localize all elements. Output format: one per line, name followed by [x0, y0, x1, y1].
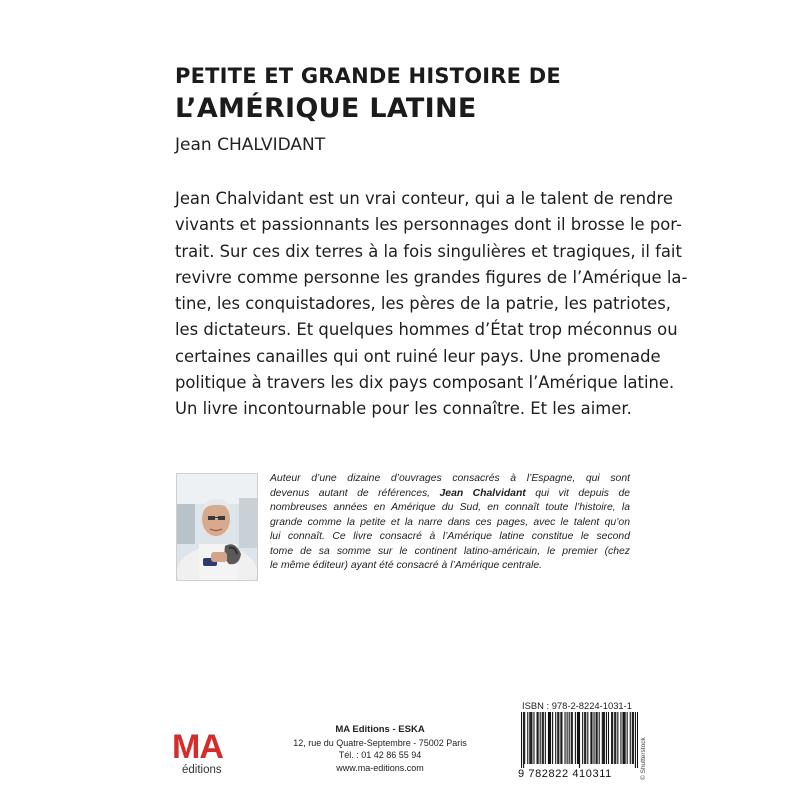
barcode-bar	[630, 712, 631, 764]
barcode-bar	[603, 712, 604, 764]
barcode-bar	[567, 712, 568, 764]
barcode-bar	[615, 712, 616, 764]
barcode-bar	[611, 712, 612, 764]
blurb-line: certaines canailles qui ont ruiné leur pays. Une promenade	[175, 346, 661, 366]
barcode-bar	[542, 712, 543, 764]
barcode-bar	[530, 712, 531, 764]
author-portrait-image	[177, 474, 257, 580]
publisher-address: 12, rue du Quatre-Septembre - 75002 Paris	[293, 737, 467, 748]
barcode-bar	[575, 712, 576, 764]
barcode-bar	[604, 712, 605, 764]
barcode-bar	[521, 712, 522, 768]
barcode-bar	[622, 712, 623, 764]
barcode-digits: 9 782822 410311	[518, 768, 612, 780]
barcode-bar	[606, 712, 607, 764]
bio-line: lui connaît. Ce livre consacré à l’Amérique latine constitue le second	[270, 531, 630, 542]
photo-credit: © Shutterstock	[640, 737, 647, 780]
barcode-bar	[593, 712, 594, 764]
barcode-bar	[624, 712, 625, 764]
barcode-bar	[548, 712, 549, 764]
barcode-bar	[552, 712, 553, 764]
barcode-bar	[533, 712, 534, 764]
isbn-barcode	[521, 712, 638, 768]
barcode-bar	[579, 712, 580, 768]
blurb-line: politique à travers les dix pays composant l’Amérique latine.	[175, 373, 675, 393]
barcode-bar	[582, 712, 583, 764]
barcode-bar	[635, 712, 636, 768]
barcode-bar	[558, 712, 559, 764]
bio-line: le même éditeur) ayant été consacré à l’Amérique centrale.	[270, 560, 543, 571]
publisher-info	[270, 724, 490, 774]
barcode-bar	[571, 712, 572, 764]
barcode-bar	[523, 712, 524, 768]
barcode-bar	[529, 712, 530, 764]
bio-text: qui vit depuis de	[525, 487, 630, 499]
barcode-bar	[557, 712, 558, 764]
book-title-line-1: PETITE ET GRANDE HISTOIRE DE	[175, 64, 561, 88]
barcode-bar	[531, 712, 532, 764]
book-title-line-2: L’AMÉRIQUE LATINE	[175, 93, 477, 124]
barcode-bar	[555, 712, 556, 764]
barcode-bar	[637, 712, 638, 768]
barcode-bar	[527, 712, 528, 764]
barcode-bar	[578, 712, 579, 764]
bio-line	[270, 487, 630, 502]
barcode-bar	[569, 712, 570, 764]
barcode-bar	[599, 712, 600, 764]
barcode-bar	[560, 712, 561, 764]
barcode-bar	[564, 712, 565, 764]
barcode-bar	[602, 712, 603, 764]
barcode-bar	[572, 712, 573, 764]
barcode-bar	[545, 712, 546, 764]
publisher-website: www.ma-editions.com	[336, 762, 424, 773]
blurb-line: Un livre incontournable pour les connaître. Et les aimer.	[175, 399, 632, 419]
author-photo	[176, 473, 258, 581]
barcode-bar	[584, 712, 585, 764]
publisher-logo: MA	[172, 728, 223, 766]
barcode-bar	[543, 712, 544, 764]
author-bio	[270, 472, 630, 574]
bio-line: nombreuses années en Amérique du Sud, en connaît toute l’histoire, la	[270, 502, 630, 513]
blurb-line: les dictateurs. Et quelques hommes d’État trop méconnus ou	[175, 320, 678, 340]
barcode-bar	[550, 712, 551, 764]
book-blurb	[175, 186, 688, 423]
barcode-bar	[587, 712, 588, 764]
publisher-logo-subtext: éditions	[182, 764, 222, 776]
publisher-phone: Tél. : 01 42 86 55 94	[338, 750, 422, 760]
publisher-name: MA Editions - ESKA	[335, 724, 425, 735]
barcode-bar	[596, 712, 597, 764]
bio-text: devenus autant de références,	[270, 487, 440, 499]
barcode-bar	[540, 712, 541, 764]
blurb-line: vivants et passionnants les personnages dont il brosse le por-	[175, 215, 682, 235]
bio-author-name: Jean Chalvidant	[439, 487, 526, 499]
barcode-bar	[614, 712, 615, 764]
barcode-bar	[537, 712, 538, 764]
barcode-bar	[617, 712, 618, 764]
barcode-bar	[577, 712, 578, 764]
barcode-bar	[524, 712, 525, 764]
author-name: Jean CHALVIDANT	[175, 135, 326, 155]
barcode-bar	[620, 712, 621, 764]
barcode-bar	[608, 712, 609, 764]
barcode-bar	[633, 712, 634, 764]
bio-line: tome de sa somme sur le continent latino-américain, le premier (chez	[270, 545, 630, 557]
barcode-bar	[597, 712, 598, 764]
barcode-bar	[561, 712, 562, 764]
blurb-line: trait. Sur ces dix terres à la fois singulières et tragiques, il fait	[175, 241, 682, 261]
isbn-label: ISBN : 978-2-8224-1031-1	[522, 700, 632, 711]
barcode-bar	[585, 712, 586, 764]
barcode-bar	[538, 712, 539, 764]
blurb-line: revivre comme personne les grandes figures de l’Amérique la-	[175, 267, 688, 287]
bio-line: Auteur d’une dizaine d’ouvrages consacrés à l’Espagne, qui sont	[270, 473, 630, 484]
barcode-bar	[627, 712, 628, 764]
bio-line: grande comme la petite et la narre dans ces pages, avec le talent qu’on	[270, 516, 630, 528]
blurb-line: tine, les conquistadores, les pères de la patrie, les patriotes,	[175, 294, 672, 314]
barcode-bar	[632, 712, 633, 764]
blurb-line: Jean Chalvidant est un vrai conteur, qui a le talent de rendre	[175, 189, 673, 208]
barcode-bar	[591, 712, 592, 764]
barcode-bar	[625, 712, 626, 764]
barcode-bar	[612, 712, 613, 764]
barcode-bar	[590, 712, 591, 764]
barcode-bar	[549, 712, 550, 764]
